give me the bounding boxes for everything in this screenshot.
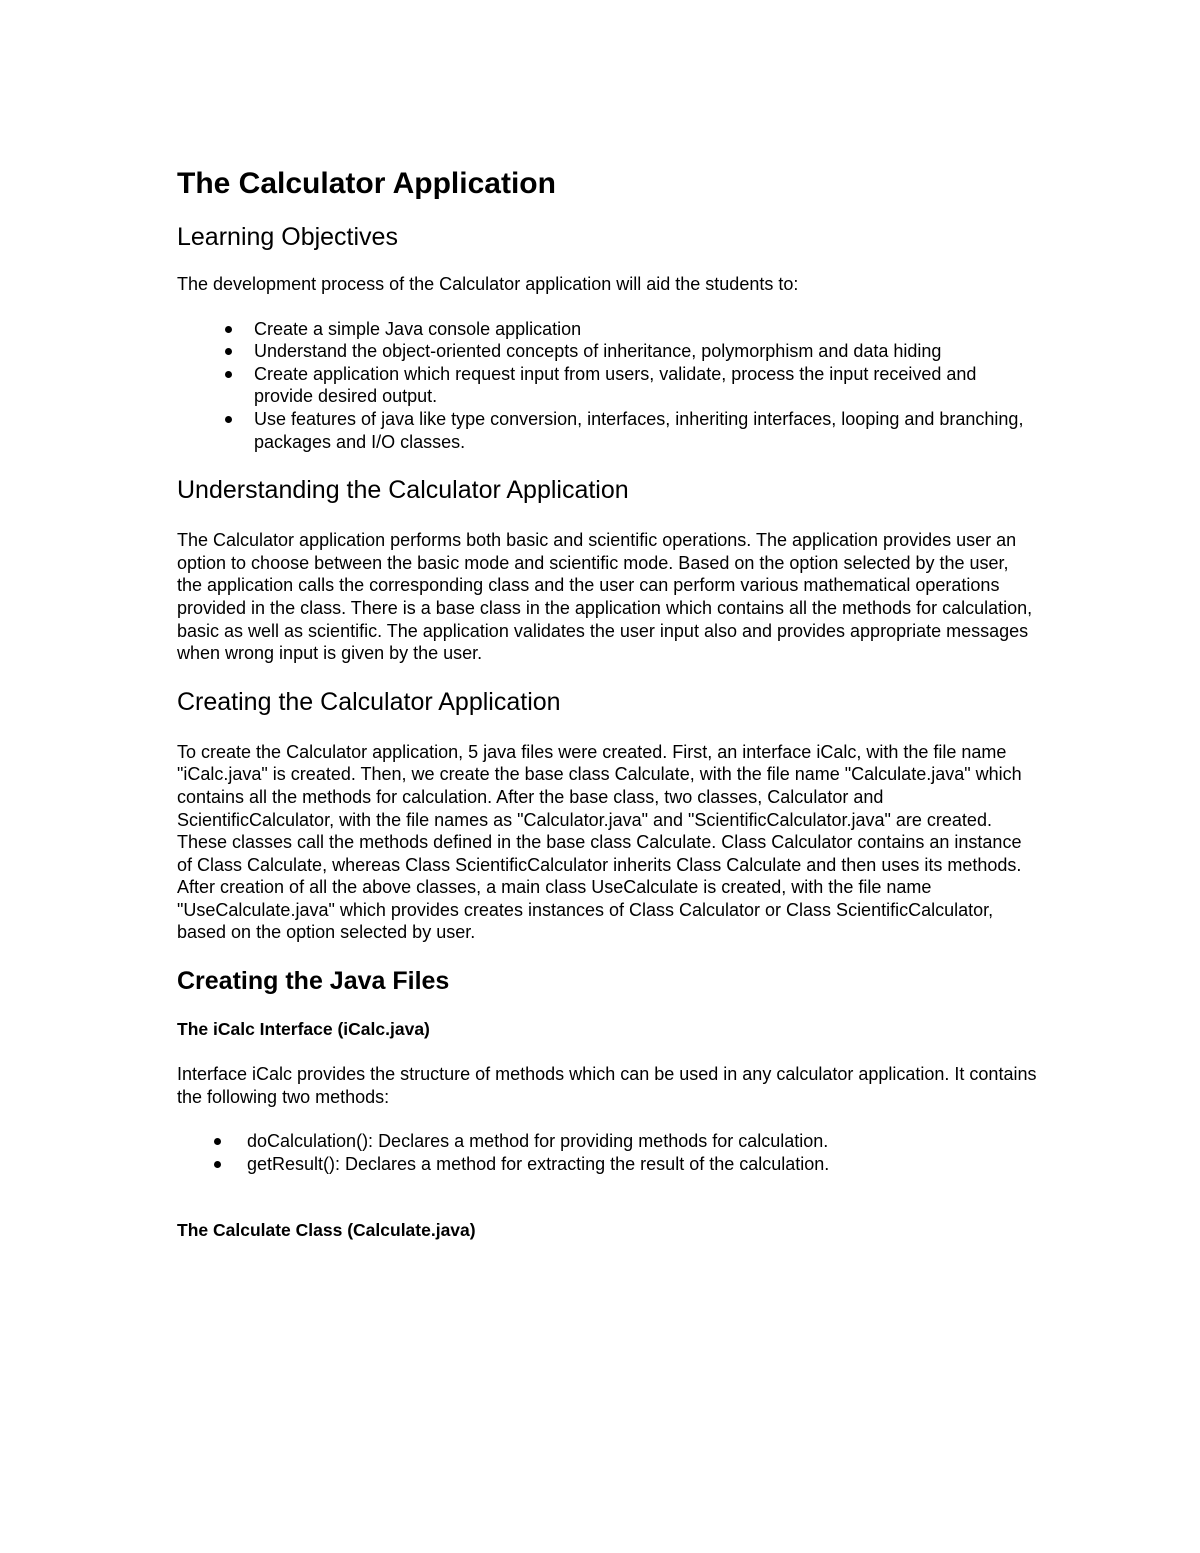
bullet-icon: [225, 348, 232, 355]
bullet-icon: [214, 1161, 221, 1168]
calculate-class-heading: The Calculate Class (Calculate.java): [177, 1220, 476, 1241]
learning-objectives-intro: The development process of the Calculator application will aid the students to:: [177, 274, 799, 294]
list-item: Create a simple Java console application: [177, 318, 1037, 341]
list-item: Create application which request input from users, validate, process the input received and provide desired output.: [177, 363, 1037, 408]
list-item: getResult(): Declares a method for extracting the result of the calculation.: [177, 1153, 1037, 1176]
list-item: doCalculation(): Declares a method for providing methods for calculation.: [177, 1130, 1037, 1153]
bullet-icon: [225, 416, 232, 423]
icalc-heading: The iCalc Interface (iCalc.java): [177, 1019, 430, 1040]
learning-objectives-list: [177, 318, 1037, 454]
document-title: The Calculator Application: [177, 167, 556, 200]
list-item: Use features of java like type conversion, interfaces, inheriting interfaces, looping and branching, packages and I/O classes.: [177, 408, 1037, 453]
document-page: [177, 164, 1037, 1242]
understanding-heading: Understanding the Calculator Application: [177, 476, 629, 505]
list-item: Understand the object-oriented concepts of inheritance, polymorphism and data hiding: [177, 340, 1037, 363]
java-files-heading: Creating the Java Files: [177, 967, 450, 996]
bullet-icon: [225, 326, 232, 333]
creating-body: To create the Calculator application, 5 java files were created. First, an interface iCalc, with the file name "iCalc.java" is created. Then, we create the base class Calculate, with the file name "Calculate.java" which contains all the methods for calculation. After the base class, two classes, Calculator and ScientificCalculator, with the file names as "Calculator.java" and "ScientificCalculator.java" are created. These classes call the methods defined in the base class Calculate. Class Calculator contains an instance of Class Calculate, whereas Class ScientificCalculator inherits Class Calculate and then uses its methods. After creation of all the above classes, a main class UseCalculate is created, with the file name "UseCalculate.java" which provides creates instances of Class Calculator or Class ScientificCalculator, based on the option selected by user.: [177, 741, 1022, 943]
icalc-body: Interface iCalc provides the structure of methods which can be used in any calculator application. It contains the following two methods:: [177, 1064, 1037, 1107]
icalc-methods-list: [177, 1130, 1037, 1175]
bullet-icon: [214, 1138, 221, 1145]
understanding-body: The Calculator application performs both basic and scientific operations. The application provides user an option to choose between the basic mode and scientific mode. Based on the option selected by the user, the application calls the corresponding class and the user can perform various mathematical operations provided in the class. There is a base class in the application which contains all the methods for calculation, basic as well as scientific. The application validates the user input also and provides appropriate messages when wrong input is given by the user.: [177, 530, 1033, 664]
creating-heading: Creating the Calculator Application: [177, 687, 561, 716]
bullet-icon: [225, 371, 232, 378]
learning-objectives-heading: Learning Objectives: [177, 223, 398, 251]
